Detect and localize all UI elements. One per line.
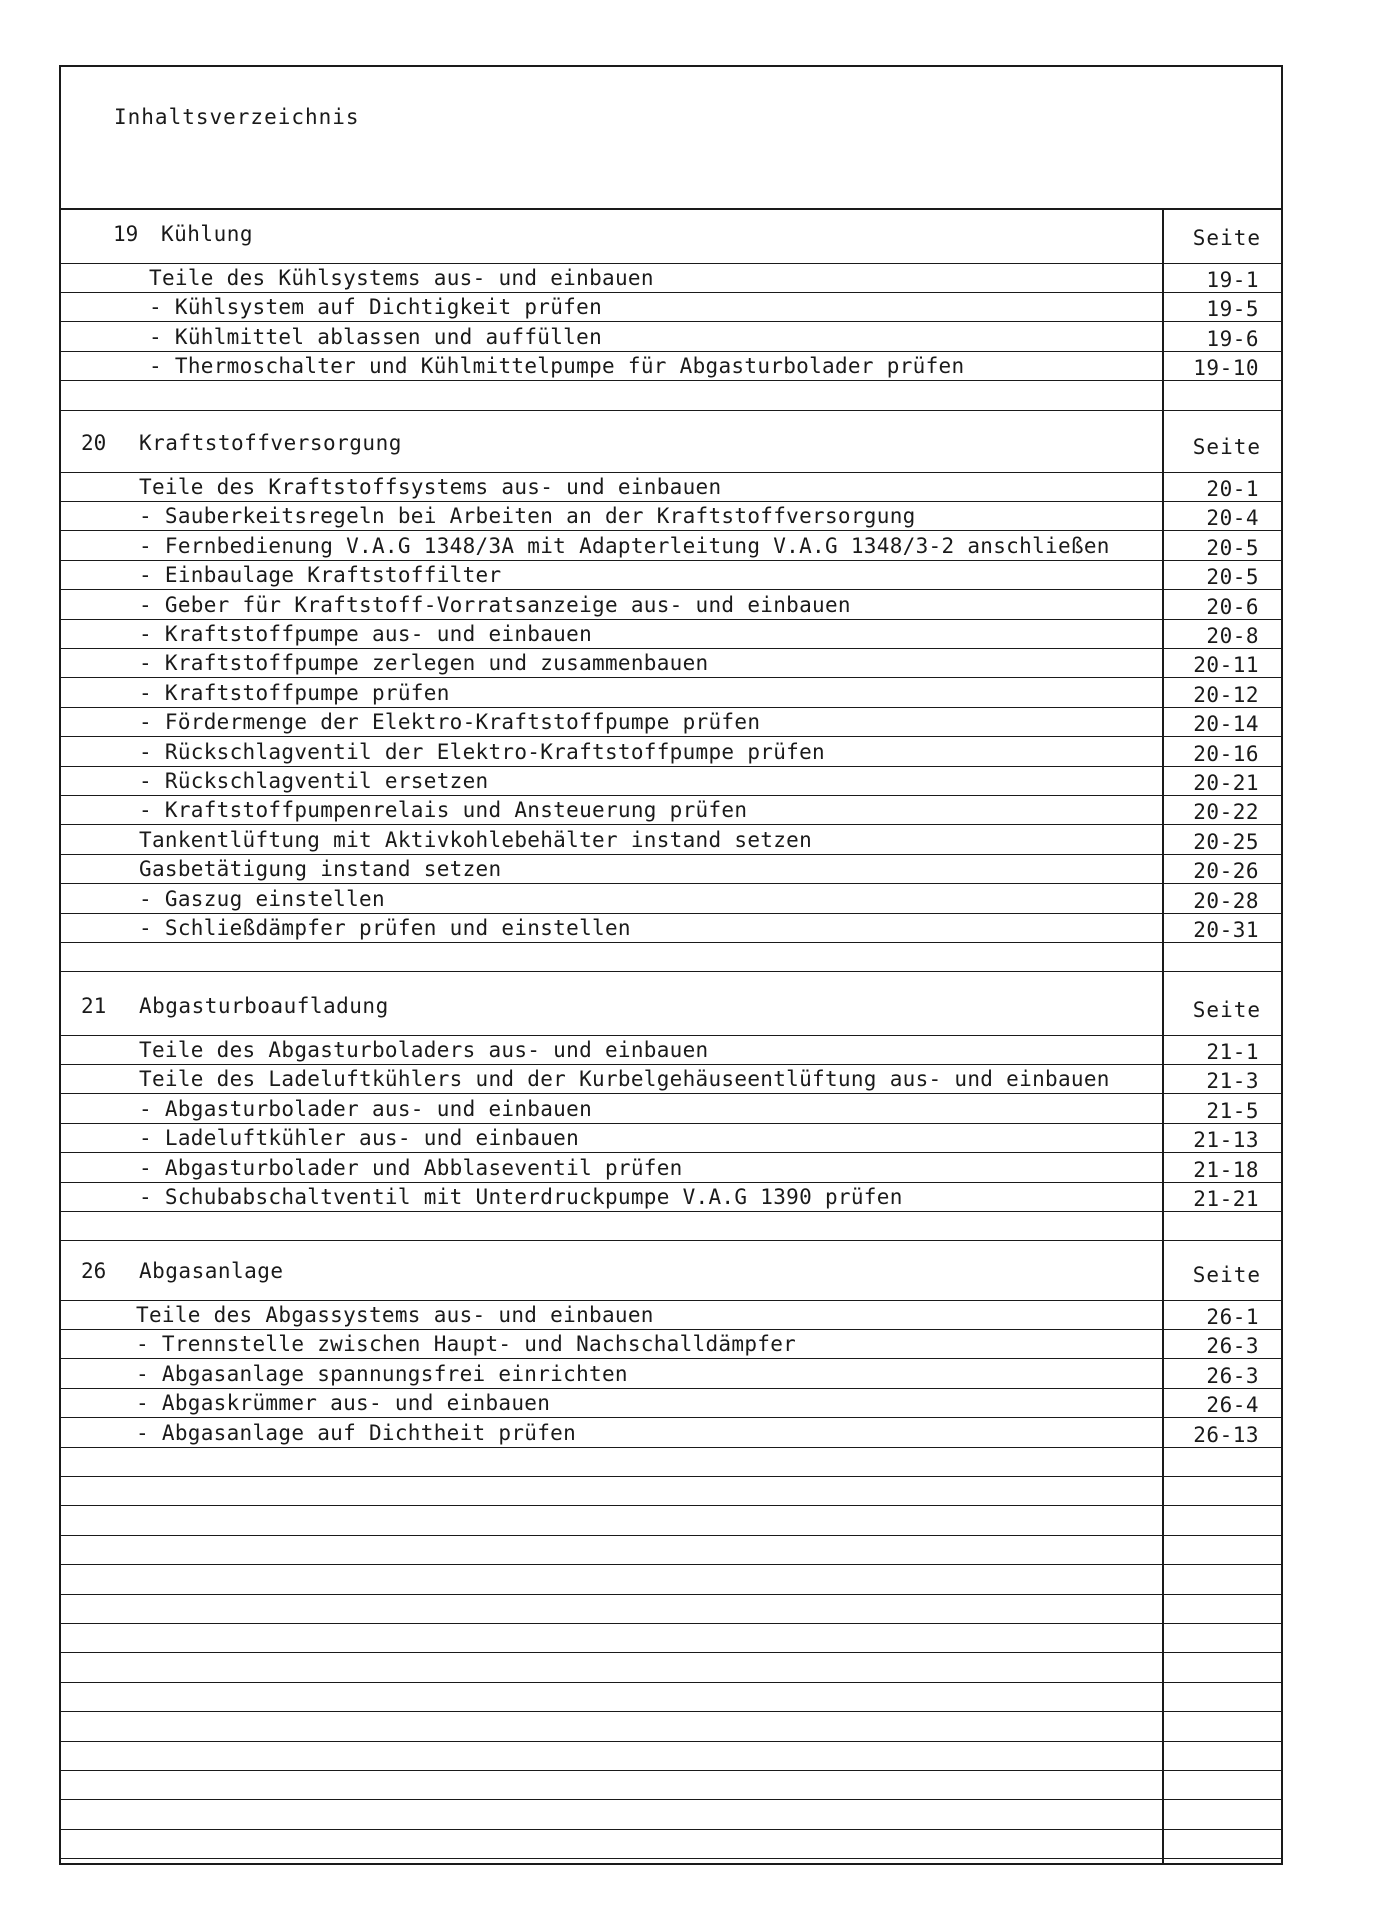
toc-entry-text: - Kraftstoffpumpenrelais und Ansteuerung prüfen xyxy=(139,798,748,823)
section-number: 19 xyxy=(113,222,139,246)
toc-entry-row xyxy=(61,352,1281,381)
toc-entry-page: 20-11 xyxy=(1193,653,1259,678)
section-header xyxy=(61,417,1281,473)
section-header xyxy=(61,208,1281,264)
toc-entry-row xyxy=(61,1360,1281,1389)
blank-row xyxy=(61,1536,1281,1565)
section-title: Kraftstoffversorgung xyxy=(139,431,402,455)
toc-entry-page: 19-1 xyxy=(1206,268,1259,292)
section-header xyxy=(61,980,1281,1036)
toc-entry-page: 26-4 xyxy=(1206,1393,1259,1418)
toc-entry-text: Tankentlüftung mit Aktivkohlebehälter instand setzen xyxy=(139,827,813,852)
toc-entry-row xyxy=(61,1065,1281,1094)
toc-entry-text: - Abgaskrümmer aus- und einbauen xyxy=(136,1391,551,1416)
toc-entry-row xyxy=(61,591,1281,620)
toc-entry-text: - Abgasanlage auf Dichtheit prüfen xyxy=(136,1420,577,1445)
toc-entry-page: 26-1 xyxy=(1206,1305,1259,1329)
toc-entry-page: 20-1 xyxy=(1206,477,1259,501)
toc-entry-row xyxy=(61,767,1281,796)
toc-entry-page: 20-22 xyxy=(1193,800,1259,825)
toc-entry-row xyxy=(61,826,1281,855)
toc-entry-text: - Trennstelle zwischen Haupt- und Nachschalldämpfer xyxy=(136,1332,797,1357)
toc-entry-row xyxy=(61,264,1281,293)
page-column-label: Seite xyxy=(1192,435,1261,459)
blank-row xyxy=(61,1654,1281,1683)
toc-entry-page: 20-28 xyxy=(1193,888,1259,913)
blank-row xyxy=(61,1212,1281,1241)
toc-entry-row xyxy=(61,1036,1281,1065)
section-title: Abgasanlage xyxy=(139,1259,284,1283)
toc-entry-row xyxy=(61,473,1281,502)
toc-entry-row xyxy=(61,1389,1281,1418)
blank-row xyxy=(61,1624,1281,1653)
blank-row xyxy=(61,943,1281,972)
toc-entry-row xyxy=(61,679,1281,708)
page-column-label: Seite xyxy=(1192,226,1261,250)
toc-entry-page: 19-5 xyxy=(1206,297,1259,322)
toc-entry-page: 26-13 xyxy=(1193,1422,1259,1447)
toc-entry-text: Gasbetätigung instand setzen xyxy=(139,857,502,882)
toc-entry-text: - Schubabschaltventil mit Unterdruckpumpe V.A.G 1390 prüfen xyxy=(139,1185,903,1209)
toc-entry-page: 20-5 xyxy=(1206,535,1259,560)
toc-entry-text: - Kühlsystem auf Dichtigkeit prüfen xyxy=(149,295,603,320)
toc-entry-row xyxy=(61,738,1281,767)
toc-entry-page: 20-12 xyxy=(1193,682,1259,707)
blank-row xyxy=(61,1742,1281,1771)
toc-entry-row xyxy=(61,885,1281,914)
blank-row xyxy=(61,1683,1281,1712)
blank-row xyxy=(61,1771,1281,1800)
toc-entry-text: - Einbaulage Kraftstoffilter xyxy=(139,563,502,588)
blank-row xyxy=(61,1713,1281,1742)
blank-row xyxy=(61,1801,1281,1830)
blank-row xyxy=(61,382,1281,411)
toc-entry-text: - Kühlmittel ablassen und auffüllen xyxy=(149,324,603,349)
toc-entry-page: 21-18 xyxy=(1193,1157,1259,1182)
toc-entry-page: 20-25 xyxy=(1193,829,1259,854)
toc-entry-page: 20-26 xyxy=(1193,859,1259,884)
blank-row xyxy=(61,1448,1281,1477)
toc-entry-row xyxy=(61,532,1281,561)
toc-entry-text: - Abgasturbolader und Abblaseventil prüfen xyxy=(139,1155,683,1180)
section-title: Kühlung xyxy=(161,222,254,246)
toc-entry-text: Teile des Abgasturboladers aus- und einbauen xyxy=(139,1038,709,1062)
page-column-label: Seite xyxy=(1192,998,1261,1022)
toc-entry-text: - Gaszug einstellen xyxy=(139,886,385,911)
toc-entry-page: 20-5 xyxy=(1206,565,1259,590)
blank-row xyxy=(61,1477,1281,1506)
toc-entry-row xyxy=(61,1095,1281,1124)
toc-entry-row xyxy=(61,855,1281,884)
section-header xyxy=(61,1245,1281,1301)
section-number: 20 xyxy=(81,431,107,455)
toc-entry-row xyxy=(61,708,1281,737)
toc-frame xyxy=(59,65,1283,1865)
toc-entry-row xyxy=(61,914,1281,943)
toc-entry-text: - Kraftstoffpumpe prüfen xyxy=(139,680,450,705)
toc-entry-row xyxy=(61,561,1281,590)
toc-entry-text: - Rückschlagventil ersetzen xyxy=(139,769,489,793)
toc-entry-text: Teile des Ladeluftkühlers und der Kurbelgehäuseentlüftung aus- und einbauen xyxy=(139,1067,1110,1092)
toc-entry-page: 21-5 xyxy=(1206,1098,1259,1123)
toc-entry-page: 21-3 xyxy=(1206,1069,1259,1094)
toc-entry-text: - Schließdämpfer prüfen und einstellen xyxy=(139,916,631,940)
toc-entry-page: 20-6 xyxy=(1206,594,1259,619)
toc-entry-row xyxy=(61,1419,1281,1448)
toc-entry-text: - Geber für Kraftstoff-Vorratsanzeige aus- und einbauen xyxy=(139,592,851,617)
toc-entry-text: - Abgasturbolader aus- und einbauen xyxy=(139,1096,593,1121)
section-number: 26 xyxy=(81,1259,107,1283)
toc-entry-page: 20-31 xyxy=(1193,918,1259,942)
toc-entry-text: Teile des Kühlsystems aus- und einbauen xyxy=(149,266,654,290)
toc-entry-text: - Ladeluftkühler aus- und einbauen xyxy=(139,1126,580,1151)
toc-entry-row xyxy=(61,323,1281,352)
toc-header xyxy=(61,67,1281,210)
toc-entry-page: 21-13 xyxy=(1193,1128,1259,1153)
toc-entry-row xyxy=(61,620,1281,649)
toc-entry-text: - Abgasanlage spannungsfrei einrichten xyxy=(136,1361,628,1386)
toc-entry-text: - Thermoschalter und Kühlmittelpumpe für Abgasturbolader prüfen xyxy=(149,354,965,379)
toc-entry-page: 21-21 xyxy=(1193,1187,1259,1211)
toc-entry-page: 21-1 xyxy=(1206,1040,1259,1064)
toc-entry-page: 26-3 xyxy=(1206,1334,1259,1359)
page-column-label: Seite xyxy=(1192,1263,1261,1287)
toc-entry-text: Teile des Abgassystems aus- und einbauen xyxy=(136,1303,654,1327)
section-title: Abgasturboaufladung xyxy=(139,994,389,1018)
toc-entry-page: 20-14 xyxy=(1193,712,1259,737)
toc-entry-row xyxy=(61,796,1281,825)
toc-entry-text: - Kraftstoffpumpe zerlegen und zusammenbauen xyxy=(139,651,709,676)
blank-row xyxy=(61,1507,1281,1536)
document-title: Inhaltsverzeichnis xyxy=(114,105,360,129)
toc-entry-text: Teile des Kraftstoffsystems aus- und einbauen xyxy=(139,475,722,499)
toc-entry-row xyxy=(61,1154,1281,1183)
blank-row xyxy=(61,1595,1281,1624)
blank-row xyxy=(61,1566,1281,1595)
toc-entry-page: 20-21 xyxy=(1193,771,1259,795)
toc-entry-text: - Sauberkeitsregeln bei Arbeiten an der Kraftstoffversorgung xyxy=(139,504,916,529)
toc-entry-page: 19-10 xyxy=(1193,356,1259,381)
section-number: 21 xyxy=(81,994,107,1018)
toc-entry-row xyxy=(61,1330,1281,1359)
blank-row xyxy=(61,1830,1281,1859)
toc-entry-row xyxy=(61,293,1281,322)
toc-entry-page: 19-6 xyxy=(1206,326,1259,351)
toc-entry-row xyxy=(61,649,1281,678)
toc-entry-page: 26-3 xyxy=(1206,1363,1259,1388)
toc-entry-text: - Fernbedienung V.A.G 1348/3A mit Adapterleitung V.A.G 1348/3-2 anschließen xyxy=(139,533,1110,558)
toc-entry-page: 20-4 xyxy=(1206,506,1259,531)
toc-entry-page: 20-8 xyxy=(1206,624,1259,648)
toc-entry-text: - Fördermenge der Elektro-Kraftstoffpumpe prüfen xyxy=(139,710,761,735)
toc-entry-page: 20-16 xyxy=(1193,741,1259,766)
toc-entry-row xyxy=(61,1301,1281,1330)
toc-entry-row xyxy=(61,1124,1281,1153)
toc-entry-text: - Rückschlagventil der Elektro-Kraftstoffpumpe prüfen xyxy=(139,739,825,764)
toc-entry-row xyxy=(61,1183,1281,1212)
toc-entry-row xyxy=(61,502,1281,531)
toc-entry-text: - Kraftstoffpumpe aus- und einbauen xyxy=(139,622,593,646)
